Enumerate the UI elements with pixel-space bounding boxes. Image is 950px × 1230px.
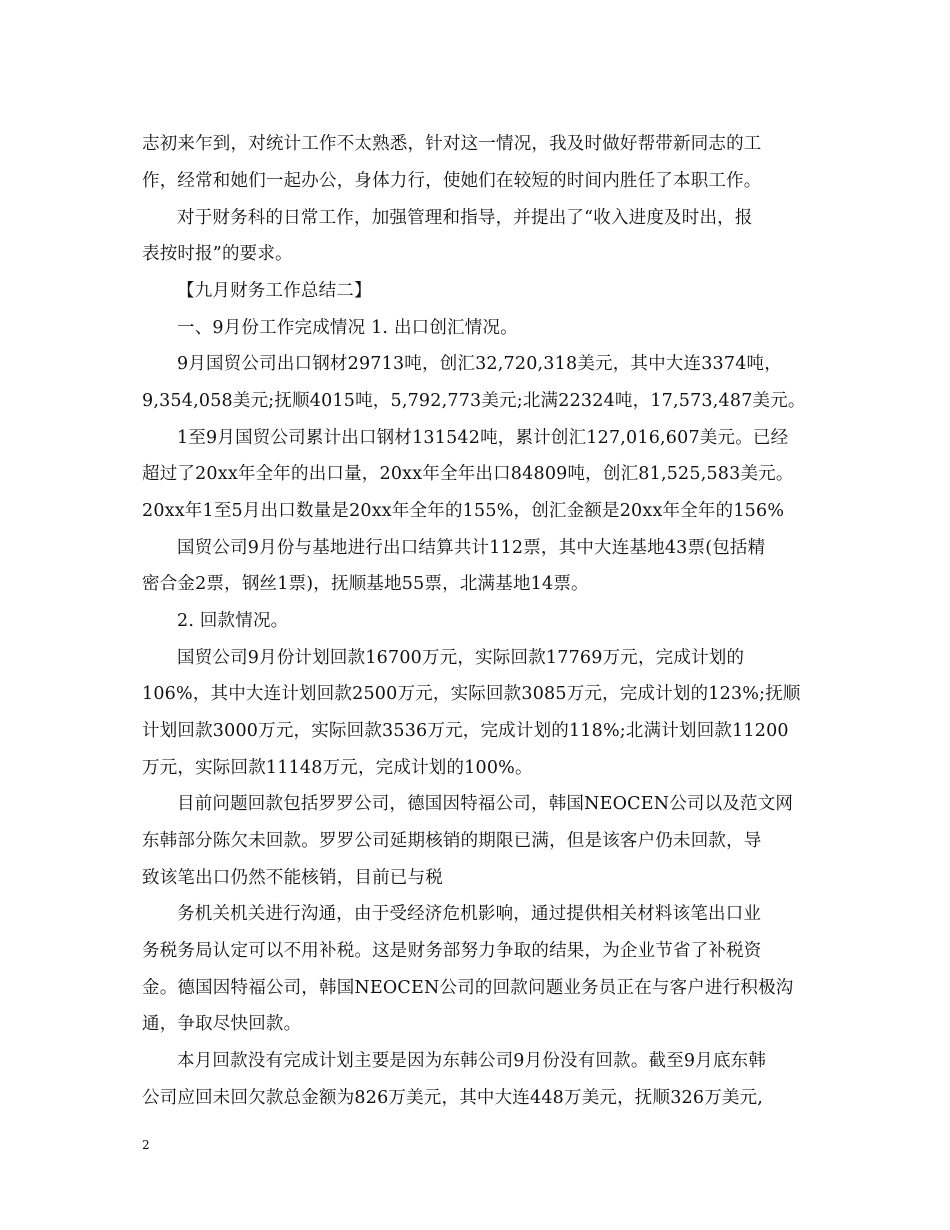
text-line-7: 9月国贸公司出口钢材29713吨，创汇32,720,318美元，其中大连3374吨，: [177, 354, 782, 374]
text-line-2: 作，经常和她们一起办公，身体力行，使她们在较短的时间内胜任了本职工作。: [142, 171, 762, 191]
subsection-heading-2: 2. 回款情况。: [177, 611, 289, 631]
text-line-19: 目前问题回款包括罗罗公司，德国因特福公司，韩国NEOCEN公司以及范文网: [177, 794, 794, 814]
text-line-3: 对于财务科的日常工作，加强管理和指导，并提出了“收入进度及时出，报: [177, 208, 753, 228]
text-line-27: 公司应回未回欠款总金额为826万美元，其中大连448万美元，抚顺326万美元,: [142, 1088, 764, 1108]
text-line-11: 20xx年1至5月出口数量是20xx年全年的155%，创汇金额是20xx年全年的156%: [142, 501, 785, 521]
text-line-9: 1至9月国贸公司累计出口钢材131542吨，累计创汇127,016,607美元。已经: [177, 428, 789, 448]
text-line-25: 通，争取尽快回款。: [142, 1014, 302, 1034]
text-line-23: 务税务局认定可以不用补税。这是财务部努力争取的结果，为企业节省了补税资: [142, 941, 762, 961]
text-line-13: 密合金2票，钢丝1票)，抚顺基地55票，北满基地14票。: [142, 574, 589, 594]
text-line-8: 9,354,058美元;抚顺4015吨，5,792,773美元;北满22324吨，17,573,487美元。: [142, 391, 806, 411]
text-line-22: 务机关机关进行沟通，由于受经济危机影响，通过提供相关材料该笔出口业: [177, 904, 762, 924]
text-line-21: 致该笔出口仍然不能核销，目前已与税: [142, 868, 443, 888]
text-line-4: 表按时报”的要求。: [142, 244, 293, 264]
subsection-heading: 一、9月份工作完成情况 1. 出口创汇情况。: [177, 318, 518, 338]
text-line-18: 万元，实际回款11148万元，完成计划的100%。: [142, 758, 533, 778]
text-line-24: 金。德国因特福公司，韩国NEOCEN公司的回款问题业务员正在与客户进行积极沟: [142, 978, 794, 998]
text-line-16: 106%，其中大连计划回款2500万元，实际回款3085万元，完成计划的123%;抚顺: [142, 684, 801, 704]
text-line-12: 国贸公司9月份与基地进行出口结算共计112票，其中大连基地43票(包括精: [177, 538, 766, 558]
text-line-17: 计划回款3000万元，实际回款3536万元，完成计划的118%;北满计划回款11200: [142, 721, 789, 741]
text-line-20: 东韩部分陈欠未回款。罗罗公司延期核销的期限已满，但是该客户仍未回款，导: [142, 831, 762, 851]
page-number: 2: [142, 1138, 150, 1152]
text-line-10: 超过了20xx年全年的出口量，20xx年全年出口84809吨，创汇81,525,583美元。: [142, 464, 794, 484]
text-line-15: 国贸公司9月份计划回款16700万元，实际回款17769万元，完成计划的: [177, 648, 745, 668]
text-line-26: 本月回款没有完成计划主要是因为东韩公司9月份没有回款。截至9月底东韩: [177, 1051, 767, 1071]
text-line-1: 志初来乍到，对统计工作不太熟悉，针对这一情况，我及时做好帮带新同志的工: [142, 134, 762, 154]
section-heading: 【九月财务工作总结二】: [177, 281, 372, 301]
